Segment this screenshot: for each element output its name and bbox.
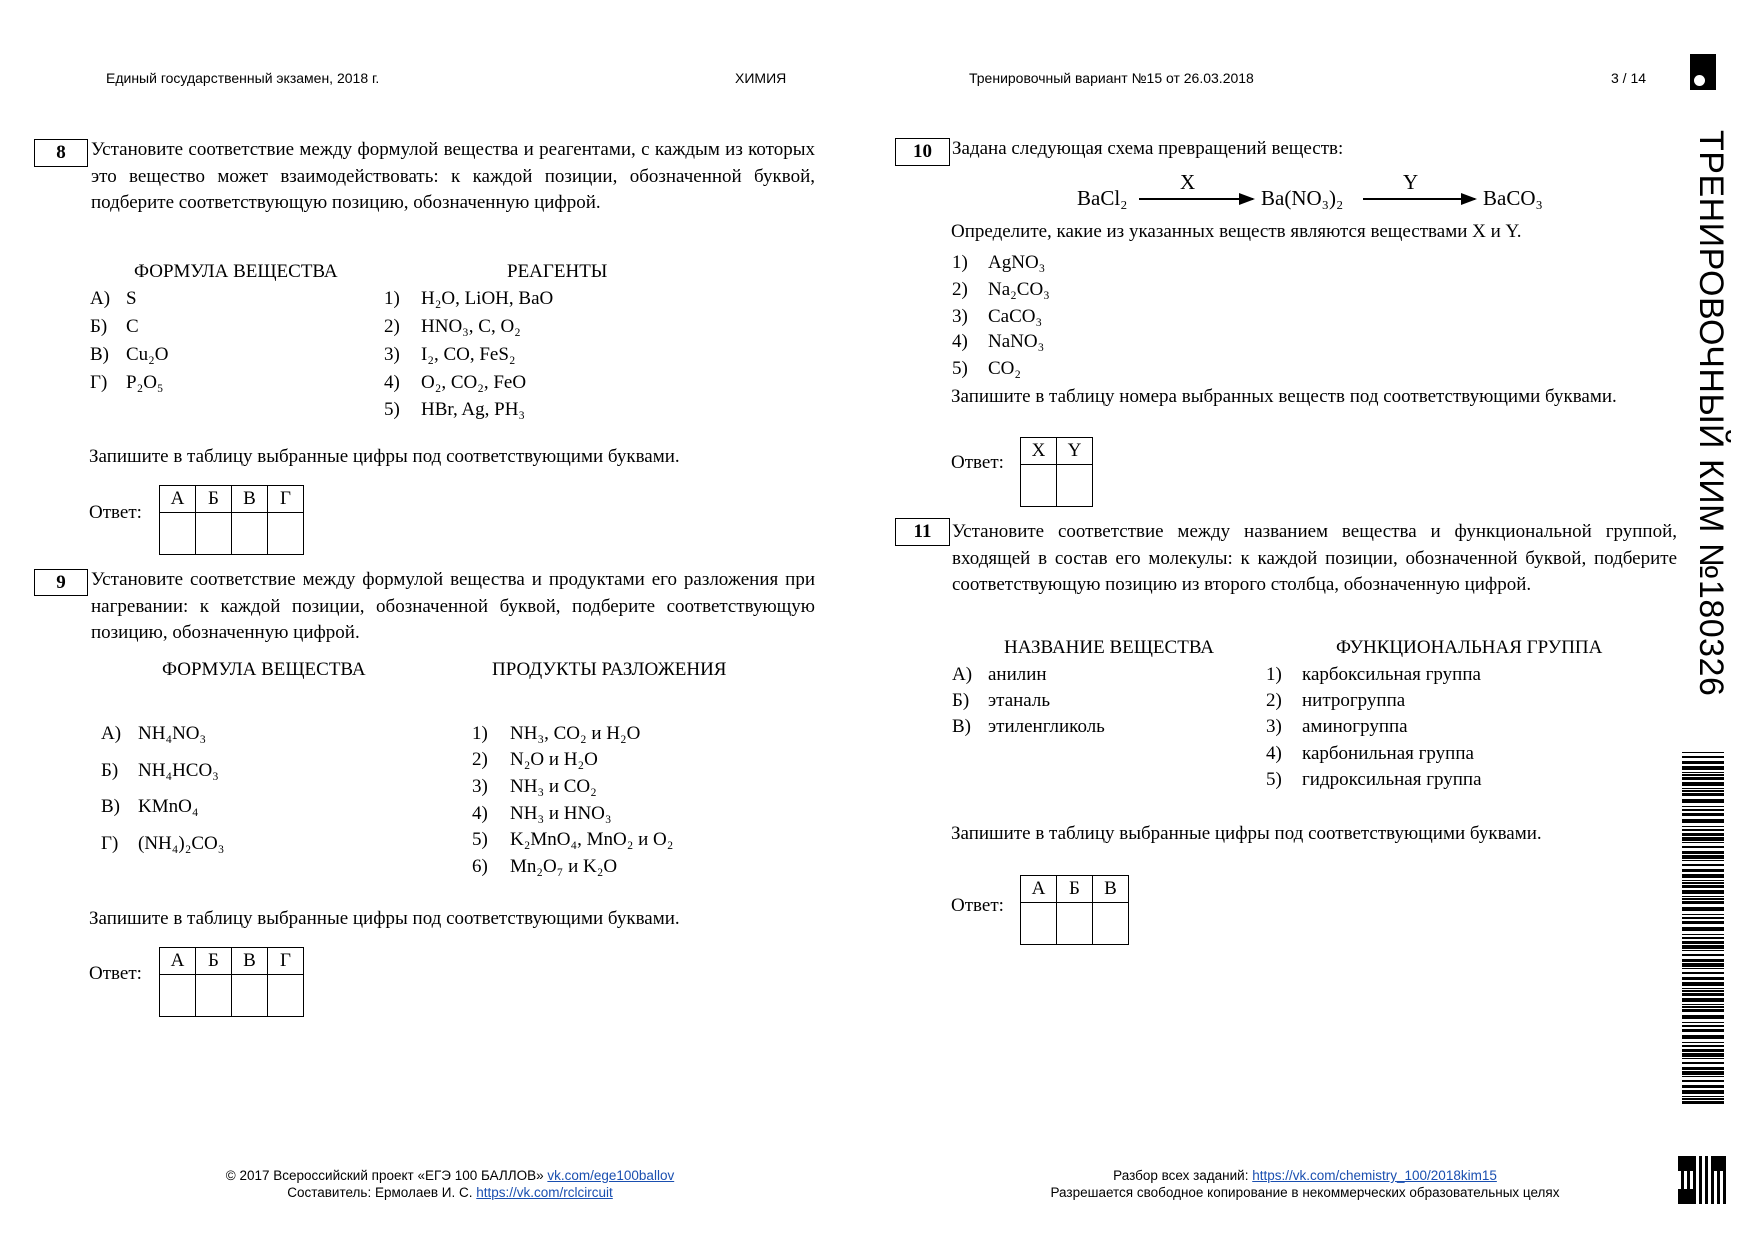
q8-reagent: HNO₃, C, O₂ bbox=[421, 316, 521, 337]
q11-group: аминогруппа bbox=[1302, 716, 1408, 737]
col-v: В bbox=[232, 486, 268, 513]
arrow-x bbox=[1139, 198, 1253, 200]
qr-code bbox=[1678, 1156, 1726, 1204]
answer-cell[interactable] bbox=[268, 975, 304, 1017]
q8-formula-marker: Б) bbox=[90, 316, 108, 337]
answer-cell[interactable] bbox=[1093, 903, 1129, 945]
answer-label: Ответ: bbox=[951, 895, 1004, 916]
answer-cell[interactable] bbox=[232, 513, 268, 555]
q10-answer-table bbox=[1020, 437, 1093, 507]
q9-product-marker: 6) bbox=[472, 856, 488, 877]
col-x: X bbox=[1021, 438, 1057, 465]
q9-product: Mn₂O₇ и K₂O bbox=[510, 856, 618, 877]
q8-formula: P₂O₅ bbox=[126, 372, 164, 393]
answer-cell[interactable] bbox=[1057, 465, 1093, 507]
q9-formula: NH₄HCO₃ bbox=[138, 760, 219, 781]
question-number-9: 9 bbox=[34, 569, 88, 596]
q9-product-marker: 5) bbox=[472, 829, 488, 850]
question-number-8: 8 bbox=[34, 139, 88, 167]
q11-substance-marker: Б) bbox=[952, 690, 970, 711]
answer-cell[interactable] bbox=[1057, 903, 1093, 945]
col-g: Г bbox=[268, 948, 304, 975]
answer-cell[interactable] bbox=[1021, 465, 1057, 507]
q11-substance: этиленгликоль bbox=[988, 716, 1105, 737]
q11-answer-table bbox=[1020, 875, 1129, 945]
answer-label: Ответ: bbox=[89, 502, 142, 523]
q9-formula: (NH₄)₂CO₃ bbox=[138, 833, 225, 854]
q8-reagent-marker: 3) bbox=[384, 344, 400, 365]
q11-group: нитрогруппа bbox=[1302, 690, 1406, 711]
author: Составитель: Ермолаев И. С. bbox=[287, 1185, 473, 1200]
q8-reagent: I₂, CO, FeS₂ bbox=[421, 344, 516, 365]
q9-product-marker: 4) bbox=[472, 803, 488, 824]
arrow-y bbox=[1363, 198, 1475, 200]
q9-product: NH₃ и CO₂ bbox=[510, 776, 597, 797]
q11-instruction: Запишите в таблицу выбранные цифры под соответствующими буквами. bbox=[951, 823, 1542, 844]
q8-reagent-marker: 4) bbox=[384, 372, 400, 393]
q10-option-marker: 2) bbox=[952, 279, 968, 300]
q9-formula: NH₄NO₃ bbox=[138, 723, 207, 744]
q10-option: CO₂ bbox=[988, 358, 1022, 379]
q9-product-marker: 1) bbox=[472, 723, 488, 744]
q8-formula: Cu₂O bbox=[126, 344, 169, 365]
q11-group-marker: 2) bbox=[1266, 690, 1282, 711]
col-a: А bbox=[1021, 876, 1057, 903]
q11-substance: этаналь bbox=[988, 690, 1051, 711]
col-g: Г bbox=[268, 486, 304, 513]
col-v: В bbox=[1093, 876, 1129, 903]
q10-option-marker: 3) bbox=[952, 306, 968, 327]
q11-substance-marker: В) bbox=[952, 716, 971, 737]
q8-reagent: H₂O, LiOH, BaO bbox=[421, 288, 554, 309]
q11-group-marker: 1) bbox=[1266, 664, 1282, 685]
q10-option-marker: 4) bbox=[952, 331, 968, 352]
q9-formula-marker: В) bbox=[101, 796, 120, 817]
q10-instruction: Запишите в таблицу номера выбранных веществ под соответствующими буквами. bbox=[951, 386, 1617, 407]
answer-cell[interactable] bbox=[232, 975, 268, 1017]
col-b: Б bbox=[196, 486, 232, 513]
q8-reagent: HBr, Ag, PH₃ bbox=[421, 399, 526, 420]
q8-formula-marker: В) bbox=[90, 344, 109, 365]
q9-product: NH₃ и HNO₃ bbox=[510, 803, 612, 824]
q10-option: Na₂CO₃ bbox=[988, 279, 1050, 300]
q11-text: Установите соответствие между названием вещества и функциональной группой, входящей в состав его молекулы: к каждой позиции, обозначенной буквой, подберите соответствующую позицию из второго столбца, обозначенную цифрой. bbox=[952, 521, 1677, 595]
q9-col1-header: ФОРМУЛА ВЕЩЕСТВА bbox=[162, 659, 366, 680]
q8-formula: S bbox=[126, 288, 137, 309]
question-number-10: 10 bbox=[895, 138, 950, 166]
scheme-bano3: Ba(NO₃)₂ bbox=[1261, 186, 1344, 210]
col-a: А bbox=[160, 486, 196, 513]
col-b: Б bbox=[1057, 876, 1093, 903]
q9-instruction: Запишите в таблицу выбранные цифры под соответствующими буквами. bbox=[89, 908, 680, 929]
q8-formula: C bbox=[126, 316, 139, 337]
footer-right bbox=[1000, 1167, 1610, 1201]
scheme-x: X bbox=[1180, 170, 1196, 194]
page-number: 3 / 14 bbox=[1611, 70, 1647, 86]
col-y: Y bbox=[1057, 438, 1093, 465]
q11-col1-header: НАЗВАНИЕ ВЕЩЕСТВА bbox=[1004, 637, 1215, 658]
q11-group-marker: 5) bbox=[1266, 769, 1282, 790]
q8-col2-header: РЕАГЕНТЫ bbox=[507, 261, 608, 282]
col-b: Б bbox=[196, 948, 232, 975]
answer-label: Ответ: bbox=[89, 963, 142, 984]
answer-cell[interactable] bbox=[160, 975, 196, 1017]
q8-instruction: Запишите в таблицу выбранные цифры под соответствующими буквами. bbox=[89, 446, 680, 467]
logo-mark bbox=[1690, 54, 1716, 90]
q10-text: Задана следующая схема превращений веществ: bbox=[952, 138, 1344, 159]
q9-formula-marker: Б) bbox=[101, 760, 119, 781]
scheme-baco3: BaCO₃ bbox=[1483, 186, 1543, 210]
copyright: © 2017 Всероссийский проект «ЕГЭ 100 БАЛЛОВ» bbox=[225, 1168, 544, 1183]
q11-group-marker: 3) bbox=[1266, 716, 1282, 737]
question-number-11: 11 bbox=[895, 518, 950, 546]
scheme-y: Y bbox=[1403, 170, 1419, 194]
answer-cell[interactable] bbox=[196, 975, 232, 1017]
q9-product: N₂O и H₂O bbox=[510, 749, 598, 770]
q11-group: карбонильная группа bbox=[1302, 743, 1474, 764]
footer-left bbox=[150, 1167, 750, 1201]
col-v: В bbox=[232, 948, 268, 975]
q8-reagent: O₂, CO₂, FeO bbox=[421, 372, 527, 393]
q9-answer-table bbox=[159, 947, 304, 1017]
q8-formula-marker: А) bbox=[90, 288, 111, 309]
exam-title: Единый государственный экзамен, 2018 г. bbox=[106, 70, 380, 86]
q8-formula-marker: Г) bbox=[90, 372, 108, 393]
q8-reagent-marker: 5) bbox=[384, 399, 400, 420]
q9-col2-header: ПРОДУКТЫ РАЗЛОЖЕНИЯ bbox=[492, 659, 727, 680]
q9-formula: KMnO₄ bbox=[138, 796, 199, 817]
link-ege100ballov[interactable]: vk.com/ege100ballov bbox=[547, 1168, 675, 1183]
q8-col1-header: ФОРМУЛА ВЕЩЕСТВА bbox=[134, 261, 338, 282]
variant: Тренировочный вариант №15 от 26.03.2018 bbox=[969, 70, 1254, 86]
q11-col2-header: ФУНКЦИОНАЛЬНАЯ ГРУППА bbox=[1336, 637, 1603, 658]
link-rclcircuit[interactable]: https://vk.com/rclcircuit bbox=[476, 1185, 613, 1200]
q9-formula-marker: А) bbox=[101, 723, 122, 744]
q9-product: NH₃, CO₂ и H₂O bbox=[510, 723, 641, 744]
analysis-label: Разбор всех заданий: bbox=[1113, 1168, 1249, 1183]
answer-cell[interactable] bbox=[196, 513, 232, 555]
q8-text: Установите соответствие между формулой вещества и реагентами, с каждым из которых это вещество может взаимодействовать: к каждой позиции, обозначенной буквой, подберите соответствующую позицию, обозначенную цифрой. bbox=[91, 139, 815, 213]
q10-option-marker: 1) bbox=[952, 252, 968, 273]
answer-cell[interactable] bbox=[160, 513, 196, 555]
q11-substance: анилин bbox=[988, 664, 1047, 685]
side-title: ТРЕНИРОВОЧНЫЙ КИМ №180326 bbox=[1692, 130, 1730, 697]
q11-group-marker: 4) bbox=[1266, 743, 1282, 764]
q8-reagent-marker: 1) bbox=[384, 288, 400, 309]
q10-option-marker: 5) bbox=[952, 358, 968, 379]
link-chemistry[interactable]: https://vk.com/chemistry_100/2018kim15 bbox=[1252, 1168, 1497, 1183]
q9-product-marker: 3) bbox=[472, 776, 488, 797]
answer-cell[interactable] bbox=[268, 513, 304, 555]
col-a: А bbox=[160, 948, 196, 975]
q11-group: карбоксильная группа bbox=[1302, 664, 1481, 685]
q9-product-marker: 2) bbox=[472, 749, 488, 770]
q9-product: K₂MnO₄, MnO₂ и O₂ bbox=[510, 829, 674, 850]
answer-cell[interactable] bbox=[1021, 903, 1057, 945]
subject: ХИМИЯ bbox=[735, 70, 787, 86]
answer-label: Ответ: bbox=[951, 452, 1004, 473]
barcode bbox=[1682, 752, 1724, 1102]
q8-reagent-marker: 2) bbox=[384, 316, 400, 337]
q9-text: Установите соответствие между формулой вещества и продуктами его разложения при нагревании: к каждой позиции, обозначенной буквой, подберите соответствующую позицию, обозначенную цифрой. bbox=[91, 569, 815, 643]
q10-option: NaNO₃ bbox=[988, 331, 1045, 352]
q10-option: AgNO₃ bbox=[988, 252, 1046, 273]
q11-group: гидроксильная группа bbox=[1302, 769, 1482, 790]
q10-question: Определите, какие из указанных веществ являются веществами X и Y. bbox=[951, 221, 1522, 242]
license: Разрешается свободное копирование в некоммерческих образовательных целях bbox=[1050, 1185, 1560, 1200]
q9-formula-marker: Г) bbox=[101, 833, 119, 854]
q8-answer-table bbox=[159, 485, 304, 555]
q10-option: CaCO₃ bbox=[988, 306, 1043, 327]
q11-substance-marker: А) bbox=[952, 664, 973, 685]
scheme-bacl2: BaCl₂ bbox=[1077, 186, 1128, 210]
